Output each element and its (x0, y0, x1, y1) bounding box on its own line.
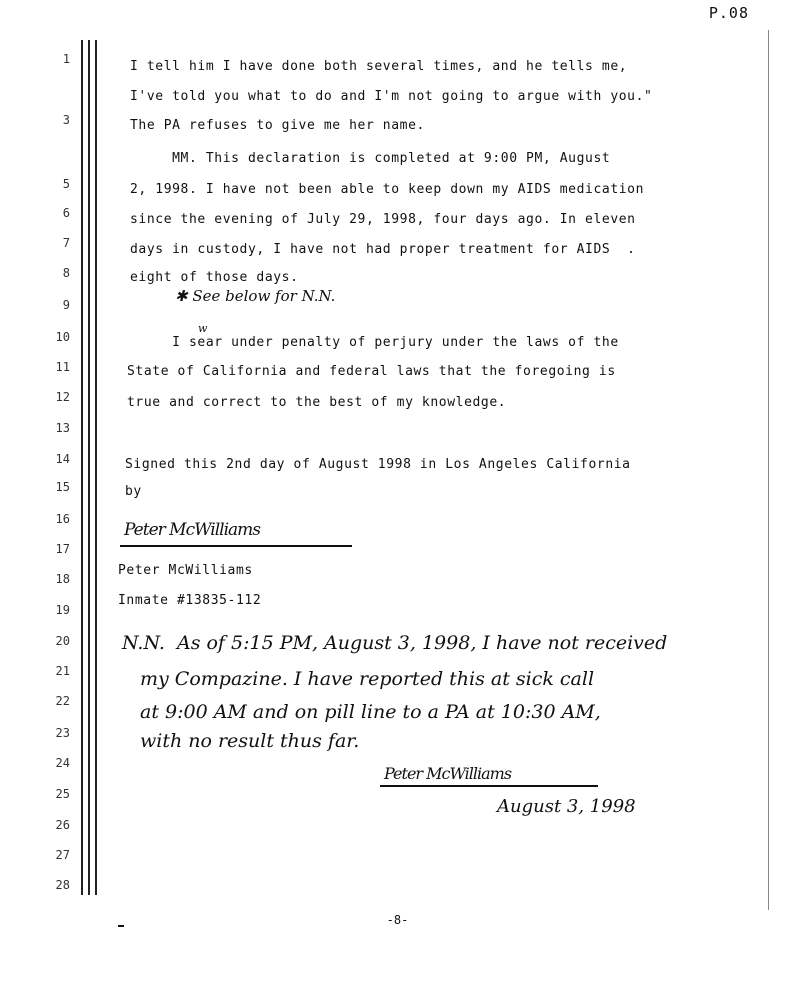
line-number: 9 (62, 298, 70, 312)
body-line: eight of those days. (130, 270, 299, 285)
line-number: 1 (62, 52, 70, 66)
line-number: 11 (55, 360, 70, 374)
line-number: 7 (62, 236, 70, 250)
line-number: 15 (55, 480, 70, 494)
line-number: 20 (55, 634, 70, 648)
body-line: State of California and federal laws that the foregoing is (127, 364, 616, 379)
body-line: days in custody, I have not had proper treatment for AIDS . (130, 242, 636, 257)
line-number: 19 (55, 603, 70, 617)
body-line: I sear under penalty of perjury under the laws of the (130, 335, 619, 350)
line-number: 18 (55, 572, 70, 586)
handwritten-date: August 3, 1998 (497, 796, 636, 817)
see-below-note: ✱ See below for N.N. (175, 287, 336, 305)
line-number: 8 (62, 266, 70, 280)
line-number: 23 (55, 726, 70, 740)
body-line: MM. This declaration is completed at 9:00 PM, August (130, 151, 611, 166)
line-number (40, 85, 70, 99)
line-number: 22 (55, 694, 70, 708)
margin-rule-edge (768, 30, 769, 910)
body-line: 2, 1998. I have not been able to keep down my AIDS medication (130, 182, 645, 197)
body-line: I've told you what to do and I'm not going to argue with you." (130, 89, 653, 104)
line-number: 3 (62, 113, 70, 127)
line-number: 13 (55, 421, 70, 435)
page-header: P.08 (708, 4, 749, 22)
line-number: 12 (55, 390, 70, 404)
addendum-line: N.N. As of 5:15 PM, August 3, 1998, I have not received (122, 632, 668, 654)
margin-rule-mid (88, 40, 90, 895)
line-number: 21 (55, 664, 70, 678)
line-number (40, 145, 70, 159)
line-number: 6 (62, 206, 70, 220)
line-number: 5 (62, 177, 70, 191)
body-line: Signed this 2nd day of August 1998 in Los Angeles California (125, 457, 631, 472)
line-number: 14 (55, 452, 70, 466)
inmate-number: Inmate #13835-112 (118, 593, 262, 608)
body-line: since the evening of July 29, 1998, four days ago. In eleven (130, 212, 636, 227)
margin-rule-left (81, 40, 83, 895)
margin-rule-right (95, 40, 97, 895)
line-number: 24 (55, 756, 70, 770)
addendum-line: my Compazine. I have reported this at sick call (140, 668, 595, 690)
line-number: 28 (55, 878, 70, 892)
signature-2-line (380, 785, 598, 787)
signature-1-line (120, 545, 352, 547)
signer-name: Peter McWilliams (118, 563, 253, 578)
signature-2: Peter McWilliams (384, 764, 512, 783)
body-line: The PA refuses to give me her name. (130, 118, 425, 133)
insertion-mark: w (198, 322, 208, 335)
body-line: by (125, 484, 142, 499)
footer-dash-mark (118, 925, 124, 927)
body-line: I tell him I have done both several times, and he tells me, (130, 59, 628, 74)
line-number: 27 (55, 848, 70, 862)
addendum-line: with no result thus far. (140, 730, 360, 752)
line-number: 16 (55, 512, 70, 526)
page-footer: -8- (386, 913, 409, 927)
line-number: 10 (55, 330, 70, 344)
line-number: 17 (55, 542, 70, 556)
body-line: true and correct to the best of my knowledge. (127, 395, 507, 410)
addendum-line: at 9:00 AM and on pill line to a PA at 10:30 AM, (140, 701, 601, 723)
signature-1: Peter McWilliams (124, 520, 260, 540)
line-number: 26 (55, 818, 70, 832)
line-number: 25 (55, 787, 70, 801)
